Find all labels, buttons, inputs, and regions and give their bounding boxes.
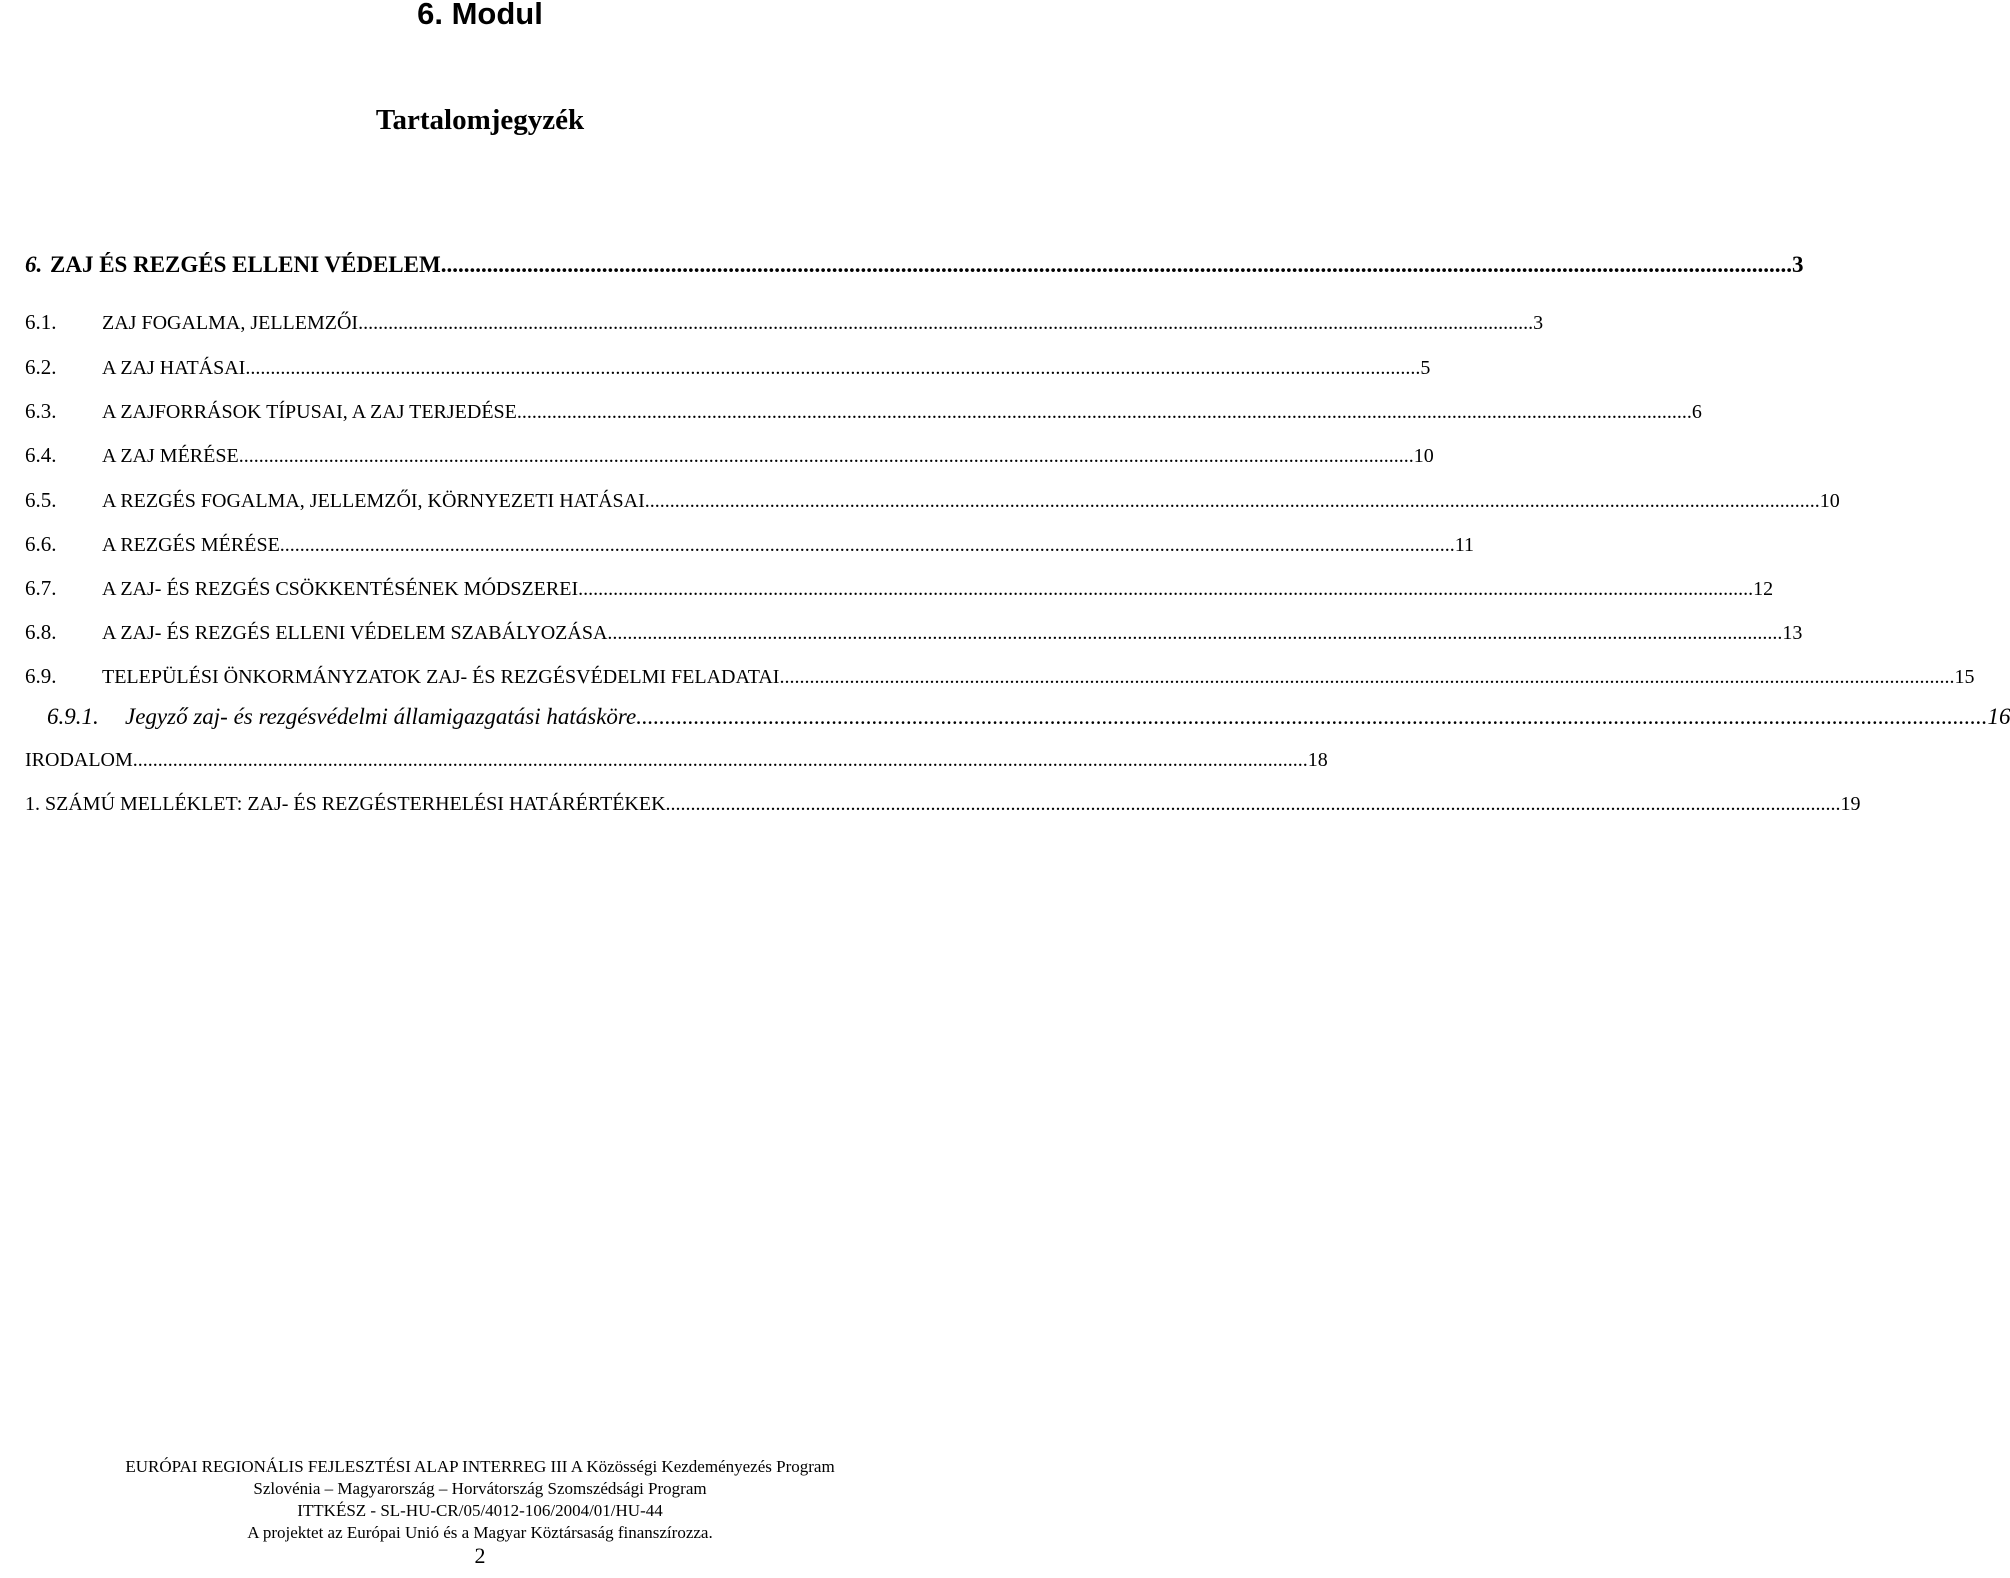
toc-entry-label: IRODALOM	[25, 749, 133, 771]
toc-leader-dots	[441, 252, 1792, 278]
toc-entry-6-6[interactable]	[25, 527, 1475, 557]
toc-leader-dots	[358, 312, 1533, 335]
toc-leader-dots	[578, 578, 1753, 601]
footer-line-project-code: ITTKÉSZ - SL-HU-CR/05/4012-106/2004/01/HU-44	[297, 1501, 663, 1520]
toc-entry-6-3[interactable]	[25, 394, 1702, 424]
toc-entry-6-8[interactable]	[25, 615, 1803, 645]
toc-leader-dots	[607, 622, 1782, 645]
toc-entry-page: 19	[1840, 793, 1861, 815]
toc-entry-number: 6.5.	[25, 488, 57, 512]
toc-entry-label: A REZGÉS MÉRÉSE	[102, 534, 280, 556]
toc-title: Tartalomjegyzék	[375, 104, 585, 136]
toc-entry-page: 18	[1307, 749, 1328, 771]
toc-entry-number: 6.	[25, 252, 43, 277]
toc-leader-dots	[133, 749, 1308, 772]
toc-entry-label: Jegyző zaj- és rezgésvédelmi államigazgatási hatásköre	[125, 704, 637, 729]
toc-entry-label: A ZAJ MÉRÉSE	[102, 445, 239, 467]
toc-entry-label: A ZAJ- ÉS REZGÉS ELLENI VÉDELEM SZABÁLYOZÁSA	[102, 622, 608, 644]
toc-entry-number: 6.8.	[25, 620, 57, 644]
toc-entry-melleklet-1[interactable]	[25, 786, 1861, 816]
toc-entry-page: 3	[1791, 252, 1804, 277]
toc-entry-6-4[interactable]	[25, 438, 1434, 468]
footer-line-funding: A projektet az Európai Unió és a Magyar Köztársaság finanszírozza.	[247, 1523, 713, 1542]
toc-leader-dots	[645, 490, 1820, 513]
page-number: 2	[474, 1543, 486, 1568]
toc-entry-page: 3	[1533, 312, 1544, 334]
toc-entry-page: 12	[1753, 578, 1774, 600]
toc-entry-6-1[interactable]	[25, 305, 1544, 335]
toc-entry-page: 16	[1987, 704, 2010, 729]
footer-line-program: EURÓPAI REGIONÁLIS FEJLESZTÉSI ALAP INTERREG III A Közösségi Kezdeményezés Program	[125, 1457, 835, 1476]
toc-entry-6[interactable]	[25, 248, 1804, 278]
toc-entry-page: 13	[1782, 622, 1803, 644]
toc-entry-label: A ZAJ HATÁSAI	[102, 357, 246, 379]
toc-entry-number: 6.7.	[25, 576, 57, 600]
module-title: 6. Modul	[417, 0, 543, 31]
toc-entry-number: 6.1.	[25, 310, 57, 334]
toc-entry-6-9-1[interactable]	[25, 700, 2010, 730]
toc-entry-label: ZAJ ÉS REZGÉS ELLENI VÉDELEM	[50, 252, 441, 277]
toc-leader-dots	[517, 401, 1692, 424]
toc-entry-number: 6.2.	[25, 355, 57, 379]
toc-leader-dots	[245, 357, 1420, 380]
footer-line-neighbourhood: Szlovénia – Magyarország – Horvátország Szomszédsági Program	[253, 1479, 707, 1498]
toc-entry-label: ZAJ FOGALMA, JELLEMZŐI	[102, 312, 359, 334]
toc-leader-dots	[666, 793, 1841, 816]
toc-entry-number: 6.4.	[25, 443, 57, 467]
toc-entry-number: 6.3.	[25, 399, 57, 423]
toc-entry-page: 15	[1954, 666, 1975, 688]
toc-entry-page: 11	[1454, 534, 1475, 556]
toc-leader-dots	[636, 704, 1987, 730]
toc-entry-label: 1. SZÁMÚ MELLÉKLET: ZAJ- ÉS REZGÉSTERHELÉSI HATÁRÉRTÉKEK	[25, 793, 666, 815]
toc-entry-page: 10	[1819, 490, 1840, 512]
toc-leader-dots	[280, 534, 1455, 557]
toc-entry-6-2[interactable]	[25, 350, 1431, 380]
toc-leader-dots	[779, 666, 1954, 689]
toc-entry-label: A REZGÉS FOGALMA, JELLEMZŐI, KÖRNYEZETI HATÁSAI	[102, 490, 645, 512]
toc-entry-6-9[interactable]	[25, 659, 1975, 689]
toc-entry-page: 5	[1420, 357, 1431, 379]
toc-entry-page: 6	[1691, 401, 1702, 423]
toc-entry-label: TELEPÜLÉSI ÖNKORMÁNYZATOK ZAJ- ÉS REZGÉSVÉDELMI FELADATAI	[102, 666, 780, 688]
toc-entry-6-7[interactable]	[25, 571, 1774, 601]
toc-entry-page: 10	[1413, 445, 1434, 467]
toc-leader-dots	[239, 445, 1414, 468]
toc-entry-label: A ZAJ- ÉS REZGÉS CSÖKKENTÉSÉNEK MÓDSZEREI	[102, 578, 579, 600]
toc-entry-label: A ZAJFORRÁSOK TÍPUSAI, A ZAJ TERJEDÉSE	[102, 401, 517, 423]
toc-entry-irodalom[interactable]	[25, 742, 1328, 772]
toc-entry-number: 6.6.	[25, 532, 57, 556]
toc-entry-6-5[interactable]	[25, 483, 1840, 513]
toc-entry-number: 6.9.	[25, 664, 57, 688]
toc-entry-number: 6.9.1.	[47, 704, 99, 729]
